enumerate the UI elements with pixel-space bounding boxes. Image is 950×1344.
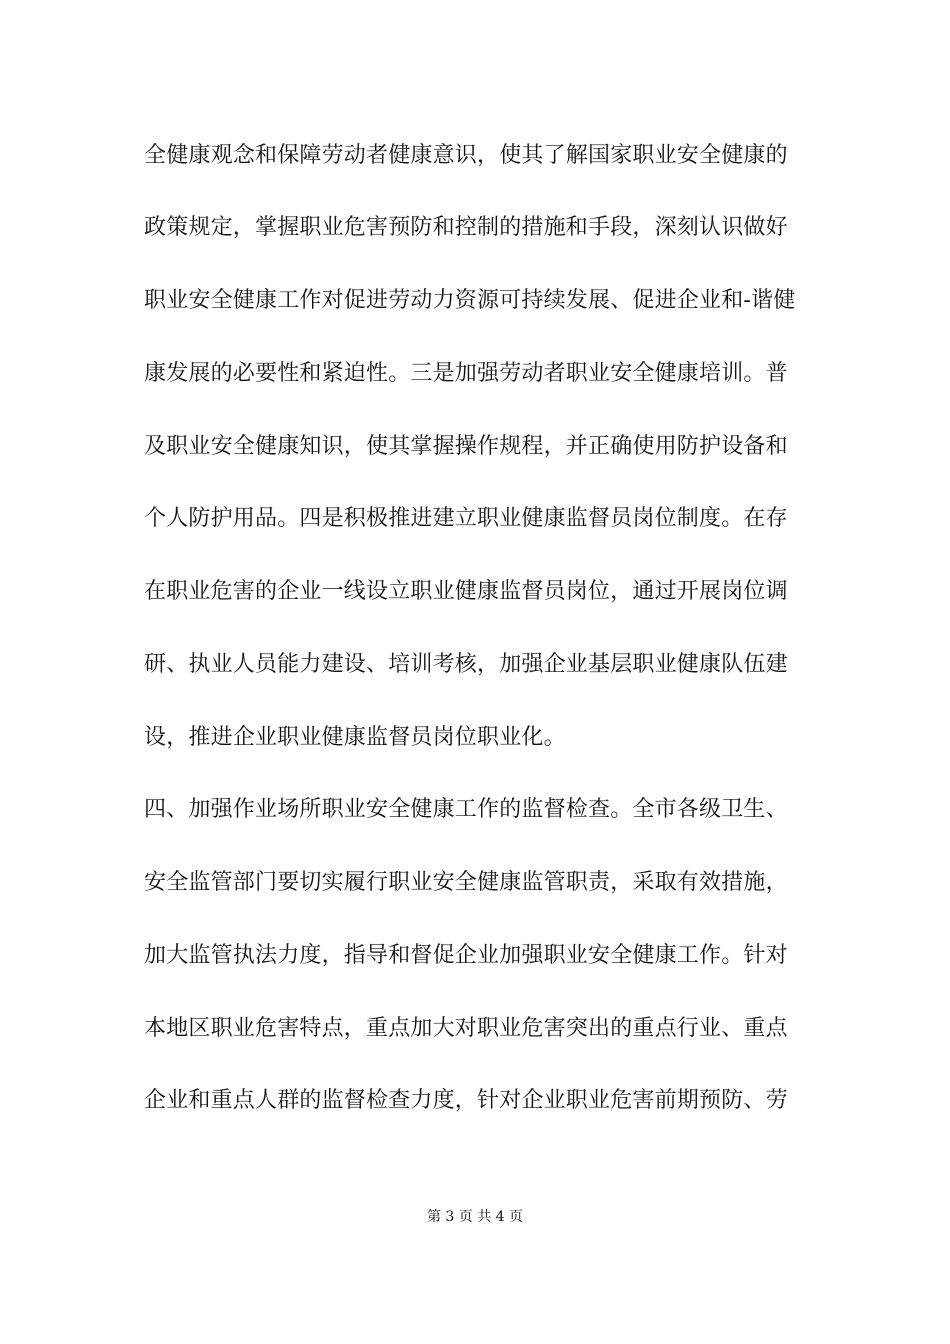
text-line: 企业和重点人群的监督检查力度，针对企业职业危害前期预防、劳 xyxy=(144,1088,788,1113)
text-line: 及职业安全健康知识，使其掌握操作规程，并正确使用防护设备和 xyxy=(144,434,788,459)
text-line: 个人防护用品。四是积极推进建立职业健康监督员岗位制度。在存 xyxy=(144,506,788,531)
text-line: 政策规定，掌握职业危害预防和控制的措施和手段，深刻认识做好 xyxy=(144,215,788,240)
text-line: 研、执业人员能力建设、培训考核，加强企业基层职业健康队伍建 xyxy=(144,652,788,677)
text-line: 康发展的必要性和紧迫性。三是加强劳动者职业安全健康培训。普 xyxy=(144,361,788,386)
text-line: 四、加强作业场所职业安全健康工作的监督检查。全市各级卫生、 xyxy=(144,797,788,822)
text-line: 本地区职业危害特点，重点加大对职业危害突出的重点行业、重点 xyxy=(144,1016,788,1041)
text-line: 职业安全健康工作对促进劳动力资源可持续发展、促进企业和-谐健 xyxy=(144,288,796,313)
text-line: 设，推进企业职业健康监督员岗位职业化。 xyxy=(144,725,566,750)
text-line: 加大监管执法力度，指导和督促企业加强职业安全健康工作。针对 xyxy=(144,943,788,968)
text-line: 安全监管部门要切实履行职业安全健康监管职责，采取有效措施， xyxy=(144,870,788,895)
text-line: 全健康观念和保障劳动者健康意识，使其了解国家职业安全健康的 xyxy=(144,143,788,168)
page-footer: 第 3 页 共 4 页 xyxy=(426,1209,524,1225)
text-line: 在职业危害的企业一线设立职业健康监督员岗位，通过开展岗位调 xyxy=(144,579,788,604)
